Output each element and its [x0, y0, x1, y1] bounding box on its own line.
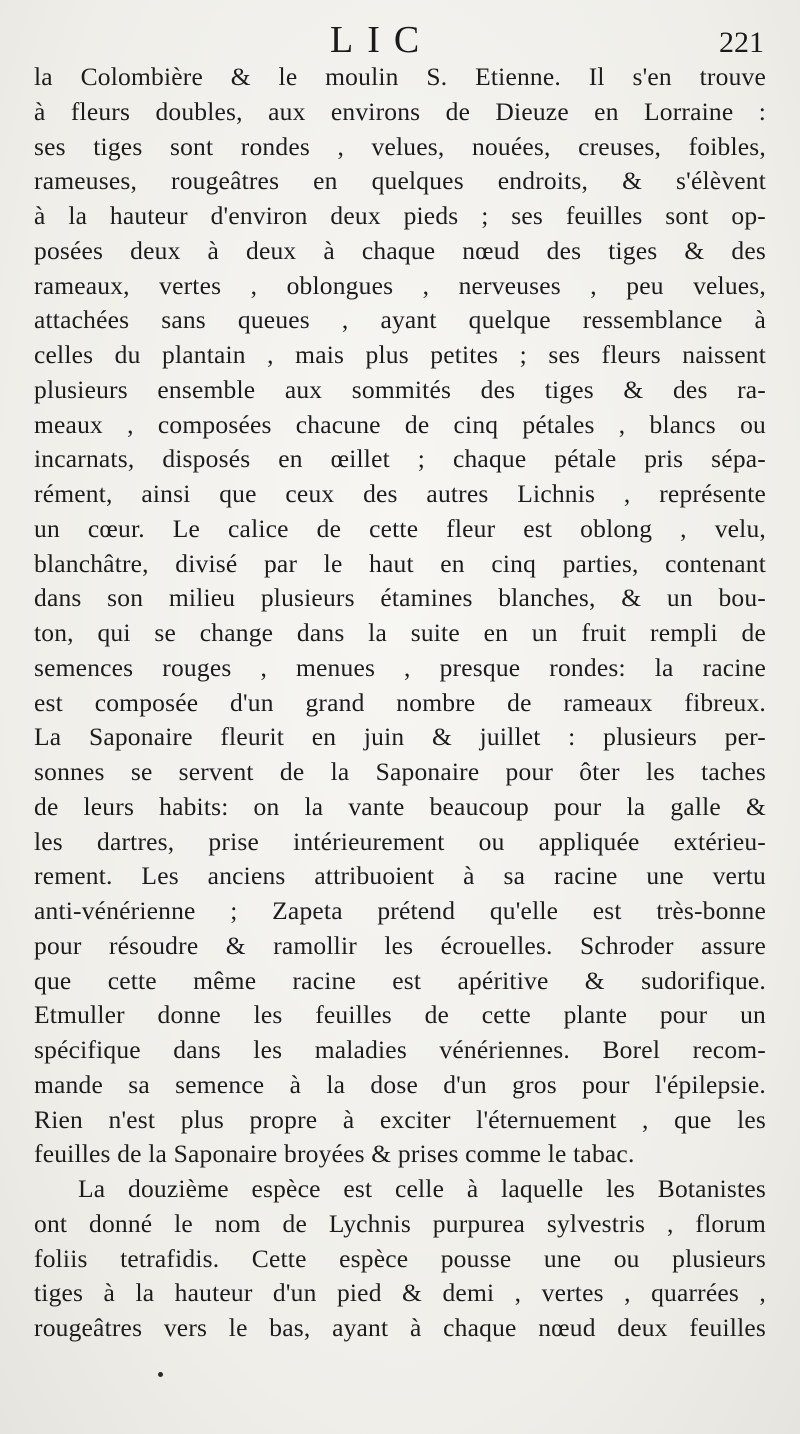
text-line: ton, qui se change dans la suite en un fruit rempli de — [34, 618, 766, 647]
text-line: est composée d'un grand nombre de rameaux fibreux. — [34, 687, 766, 717]
text-line: un cœur. Le calice de cette fleur est oblong , velu, — [34, 513, 766, 543]
text-line: attachées sans queues , ayant quelque ressemblance à — [34, 305, 766, 335]
text-line: la Colombière & le moulin S. Etienne. Il s'en trouve — [34, 62, 766, 91]
text-line: tiges à la hauteur d'un pied & demi , vertes , quarrées , — [34, 1278, 766, 1308]
text-line: incarnats, disposés en œillet ; chaque pétale pris sépa- — [34, 444, 766, 474]
text-line: feuilles de la Saponaire broyées & prises comme le tabac. — [34, 1139, 635, 1169]
body-text — [34, 60, 766, 1346]
text-line: à la hauteur d'environ deux pieds ; ses feuilles sont op- — [34, 201, 766, 230]
page-header — [0, 18, 800, 66]
text-line: rameaux, vertes , oblongues , nerveuses , peu velues, — [34, 270, 766, 300]
text-line: ont donné le nom de Lychnis purpurea sylvestris , florum — [34, 1208, 766, 1238]
text-line: Rien n'est plus propre à exciter l'éternuement , que les — [34, 1104, 766, 1134]
text-line: pour résoudre & ramollir les écrouelles. Schroder assure — [34, 930, 766, 960]
text-line: rément, ainsi que ceux des autres Lichnis , représente — [34, 479, 766, 508]
text-line: Etmuller donne les feuilles de cette plante pour un — [34, 1000, 766, 1030]
text-line: rameuses, rougeâtres en quelques endroits, & s'élèvent — [34, 166, 766, 196]
text-line: meaux , composées chacune de cinq pétales , blancs ou — [34, 409, 766, 439]
paragraph-first-line: La douzième espèce est celle à laquelle les Botanistes — [78, 1174, 766, 1203]
text-line: sonnes se servent de la Saponaire pour ôter les taches — [34, 757, 766, 786]
text-line: mande sa semence à la dose d'un gros pour l'épilepsie. — [34, 1069, 766, 1099]
text-line: ses tiges sont rondes , velues, nouées, creuses, foibles, — [34, 131, 766, 161]
text-line: posées deux à deux à chaque nœud des tiges & des — [34, 235, 766, 265]
text-line: les dartres, prise intérieurement ou appliquée extérieu- — [34, 826, 766, 856]
text-line: rougeâtres vers le bas, ayant à chaque nœud deux feuilles — [34, 1313, 766, 1342]
text-line: La Saponaire fleurit en juin & juillet : plusieurs per- — [34, 722, 766, 752]
text-line: spécifique dans les maladies vénériennes. Borel recom- — [34, 1035, 766, 1064]
text-line: anti-vénérienne ; Zapeta prétend qu'elle est très-bonne — [34, 896, 766, 925]
text-line: celles du plantain , mais plus petites ; ses fleurs naissent — [34, 340, 766, 369]
ink-speck — [158, 1372, 163, 1377]
text-line: à fleurs doubles, aux environs de Dieuze en Lorraine : — [34, 96, 766, 126]
text-line: semences rouges , menues , presque rondes: la racine — [34, 652, 766, 682]
text-line: plusieurs ensemble aux sommités des tiges & des ra- — [34, 374, 766, 404]
text-line: foliis tetrafidis. Cette espèce pousse une ou plusieurs — [34, 1243, 766, 1273]
text-line: blanchâtre, divisé par le haut en cinq parties, contenant — [34, 548, 766, 578]
text-line: que cette même racine est apéritive & sudorifique. — [34, 965, 766, 995]
text-line: de leurs habits: on la vante beaucoup pour la galle & — [34, 791, 766, 821]
running-head: LIC — [330, 19, 434, 61]
text-line: rement. Les anciens attribuoient à sa racine une vertu — [34, 861, 766, 891]
page-number: 221 — [719, 26, 764, 59]
text-line: dans son milieu plusieurs étamines blanches, & un bou- — [34, 583, 766, 613]
